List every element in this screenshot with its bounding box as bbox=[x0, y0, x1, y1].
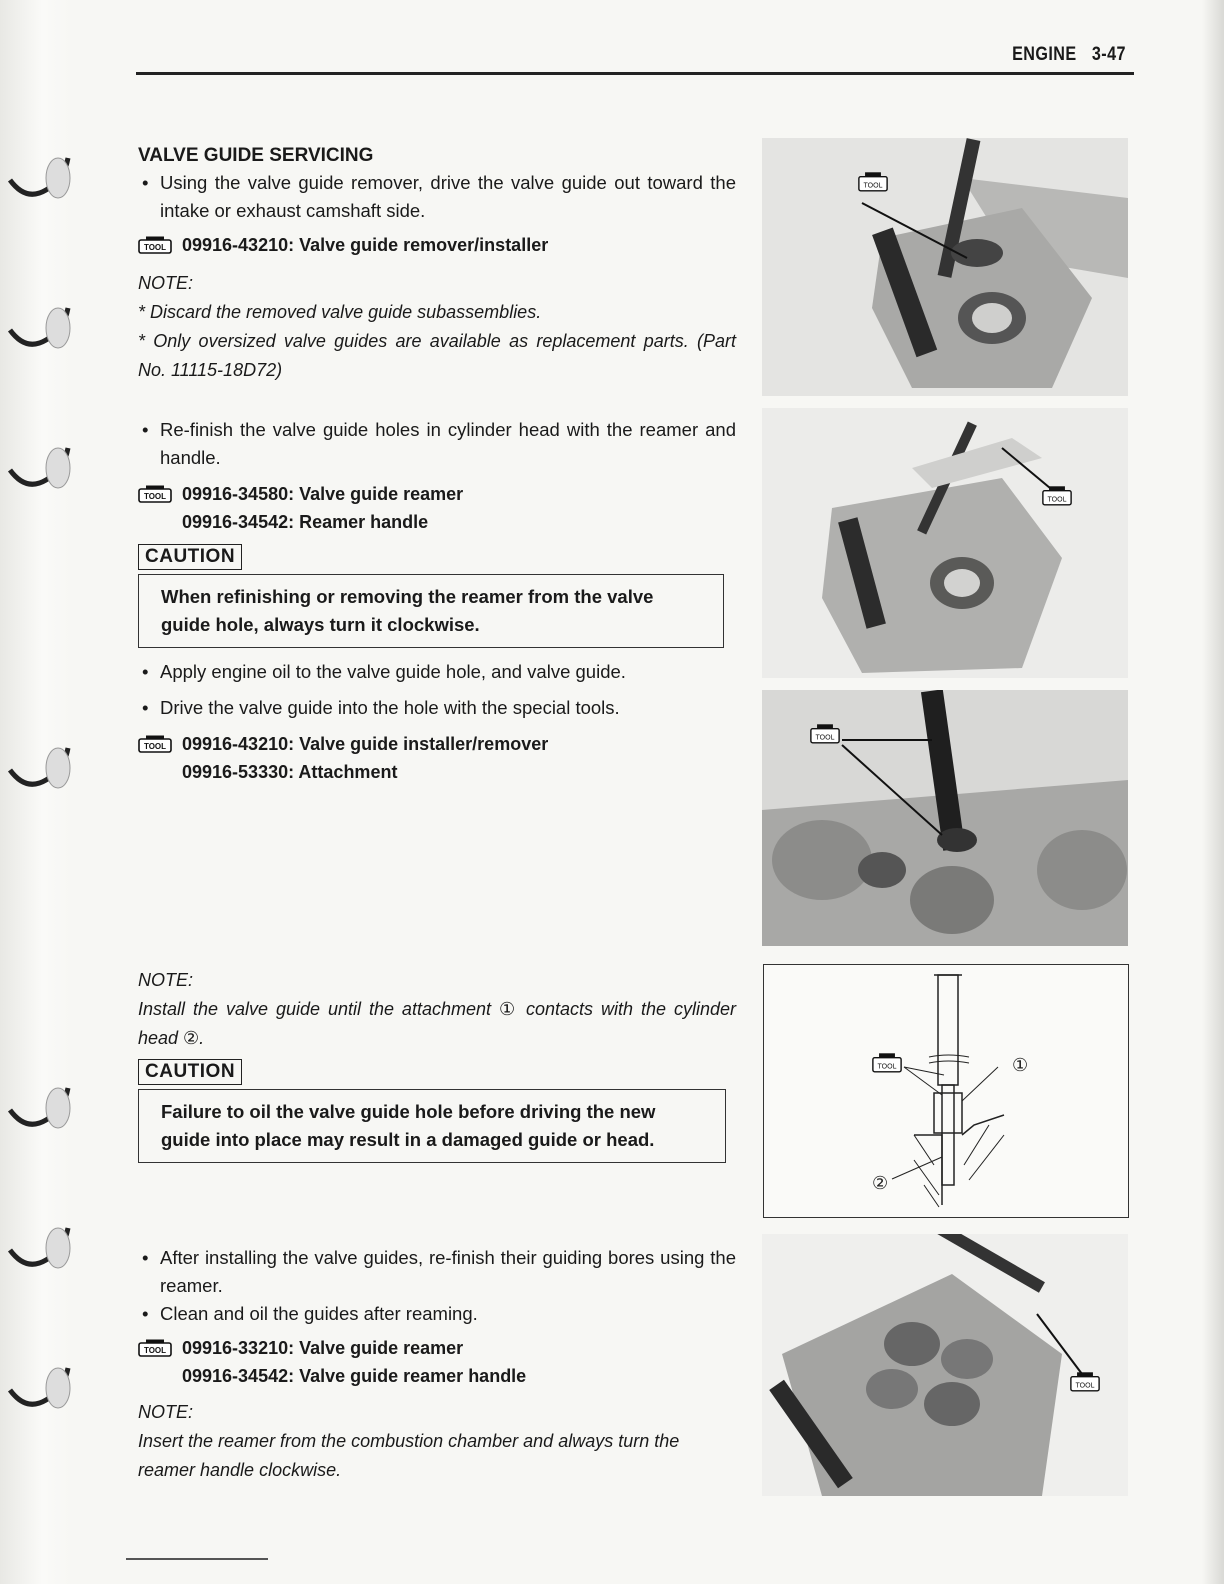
svg-text:TOOL: TOOL bbox=[143, 243, 167, 252]
binder-ring-icon bbox=[6, 1360, 72, 1418]
tool-line: 09916-34542: Valve guide reamer handle bbox=[182, 1366, 527, 1386]
tool-icon bbox=[138, 236, 172, 254]
diagram-attachment bbox=[763, 964, 1129, 1218]
bullet: • Drive the valve guide into the hole with the special tools. bbox=[138, 694, 736, 722]
bullet: • Re-finish the valve guide holes in cylinder head with the reamer and handle. bbox=[138, 416, 736, 472]
photo-install-guide bbox=[762, 690, 1128, 946]
header-rule bbox=[136, 72, 1134, 75]
bullet: • After installing the valve guides, re-finish their guiding bores using the reamer. bbox=[138, 1244, 736, 1300]
bullet: • Using the valve guide remover, drive the valve guide out toward the intake or exhaust camshaft side. bbox=[138, 169, 736, 225]
tool-icon bbox=[1042, 484, 1072, 508]
caution-box: Failure to oil the valve guide hole before driving the new guide into place may result in a damaged guide or head. bbox=[138, 1089, 726, 1163]
binder-ring-icon bbox=[6, 150, 72, 208]
note-label: NOTE: bbox=[138, 970, 194, 990]
tool-line: TOOL 09916-33210: Valve guide reamer bbox=[138, 1334, 736, 1362]
binder-ring-icon bbox=[6, 440, 72, 498]
footer-rule bbox=[126, 1558, 268, 1560]
callout-1: ① bbox=[1012, 1055, 1029, 1076]
binder-ring-icon bbox=[6, 1080, 72, 1138]
tool-icon bbox=[138, 485, 172, 503]
caution-label: CAUTION bbox=[138, 1059, 242, 1085]
note-text: Insert the reamer from the combustion chamber and always turn the reamer handle clockwise. bbox=[138, 1431, 680, 1480]
tool-icon bbox=[858, 170, 888, 194]
tool-line: TOOL 09916-34580: Valve guide reamer bbox=[138, 480, 736, 508]
note-text: Install the valve guide until the attachment ① contacts with the cylinder head ②. bbox=[138, 999, 736, 1048]
svg-text:TOOL: TOOL bbox=[143, 1346, 167, 1355]
tool-line: 09916-53330: Attachment bbox=[182, 762, 398, 782]
tool-icon bbox=[810, 722, 840, 746]
svg-text:TOOL: TOOL bbox=[877, 1063, 897, 1071]
tool-line: 09916-34542: Reamer handle bbox=[182, 512, 429, 532]
page-number: 3-47 bbox=[1091, 44, 1126, 65]
svg-text:TOOL: TOOL bbox=[815, 734, 835, 742]
section-title: VALVE GUIDE SERVICING bbox=[138, 145, 374, 166]
bullet: • Apply engine oil to the valve guide hole, and valve guide. bbox=[138, 658, 736, 686]
svg-text:TOOL: TOOL bbox=[1075, 1382, 1095, 1390]
tool-line: TOOL 09916-43210: Valve guide installer/remover bbox=[138, 730, 736, 758]
tool-icon bbox=[1070, 1370, 1100, 1394]
page-header bbox=[997, 44, 1126, 66]
tool-icon bbox=[138, 1339, 172, 1357]
photo-reamer bbox=[762, 408, 1128, 678]
step-refinish-bores bbox=[138, 1244, 736, 1485]
caution-box: When refinishing or removing the reamer from the valve guide hole, always turn it clockwise. bbox=[138, 574, 724, 648]
photo-remove-guide bbox=[762, 138, 1128, 396]
step-refinish-holes bbox=[138, 416, 736, 648]
svg-text:TOOL: TOOL bbox=[143, 492, 167, 501]
svg-text:TOOL: TOOL bbox=[143, 742, 167, 751]
note-item: * Only oversized valve guides are available as replacement parts. (Part No. 11115-18D72) bbox=[138, 331, 736, 380]
binder-ring-icon bbox=[6, 740, 72, 798]
tool-icon bbox=[872, 1051, 902, 1075]
tool-line: TOOL 09916-43210: Valve guide remover/installer bbox=[138, 231, 736, 259]
callout-2: ② bbox=[872, 1173, 889, 1194]
svg-text:TOOL: TOOL bbox=[863, 182, 883, 190]
note-label: NOTE: bbox=[138, 273, 194, 293]
step-remove-guide bbox=[138, 145, 736, 385]
binder-ring-icon bbox=[6, 1220, 72, 1278]
section-name: ENGINE bbox=[1012, 44, 1077, 65]
step-install-note bbox=[138, 966, 736, 1163]
photo-reaming-bores bbox=[762, 1234, 1128, 1496]
svg-text:TOOL: TOOL bbox=[1047, 496, 1067, 504]
bullet: • Clean and oil the guides after reaming. bbox=[138, 1300, 736, 1328]
page-edge-shadow bbox=[1202, 0, 1224, 1584]
note-label: NOTE: bbox=[138, 1402, 194, 1422]
caution-label: CAUTION bbox=[138, 544, 242, 570]
binder-ring-icon bbox=[6, 300, 72, 358]
note-item: * Discard the removed valve guide subassemblies. bbox=[138, 302, 542, 322]
step-install-guide bbox=[138, 658, 736, 786]
tool-icon bbox=[138, 735, 172, 753]
